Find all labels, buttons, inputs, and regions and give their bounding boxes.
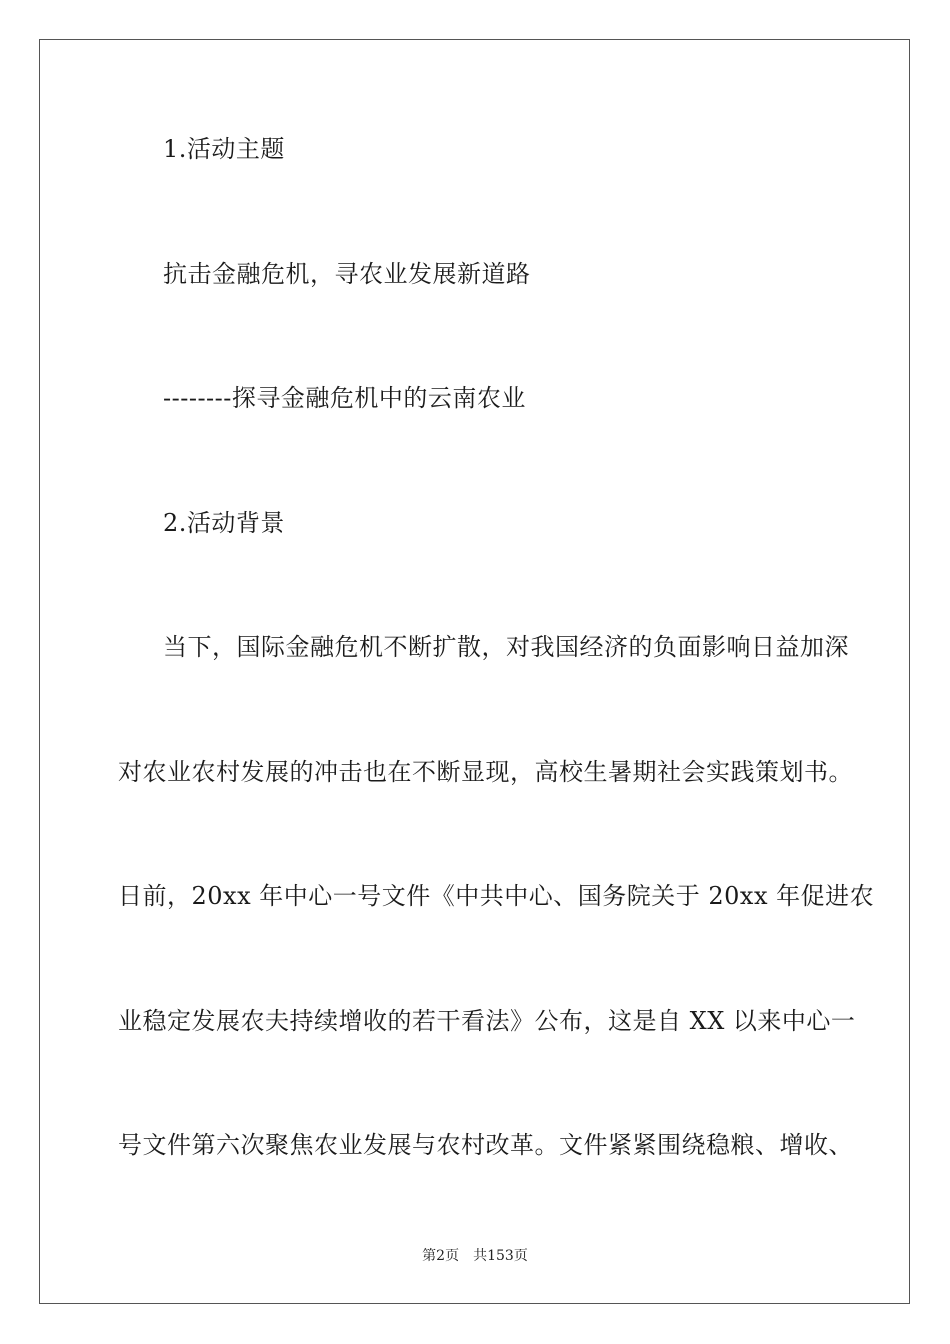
body-text-line: 号文件第六次聚焦农业发展与农村改革。文件紧紧围绕稳粮、增收、 xyxy=(118,1131,853,1159)
page-border xyxy=(39,39,910,1304)
theme-subtitle: --------探寻金融危机中的云南农业 xyxy=(163,384,526,412)
section-heading-theme: 1.活动主题 xyxy=(163,135,285,163)
page-number: 第2页 xyxy=(422,1248,460,1264)
body-text-line: 当下，国际金融危机不断扩散，对我国经济的负面影响日益加深 xyxy=(163,633,849,661)
page-footer xyxy=(0,1247,950,1265)
section-heading-background: 2.活动背景 xyxy=(163,509,285,537)
theme-title: 抗击金融危机，寻农业发展新道路 xyxy=(163,260,531,288)
body-text-line: 对农业农村发展的冲击也在不断显现，高校生暑期社会实践策划书。 xyxy=(118,758,853,786)
body-text-line: 业稳定发展农夫持续增收的若干看法》公布，这是自 XX 以来中心一 xyxy=(118,1007,856,1035)
total-pages: 共153页 xyxy=(473,1248,528,1264)
body-text-line: 日前，20xx 年中心一号文件《中共中心、国务院关于 20xx 年促进农 xyxy=(118,882,875,910)
